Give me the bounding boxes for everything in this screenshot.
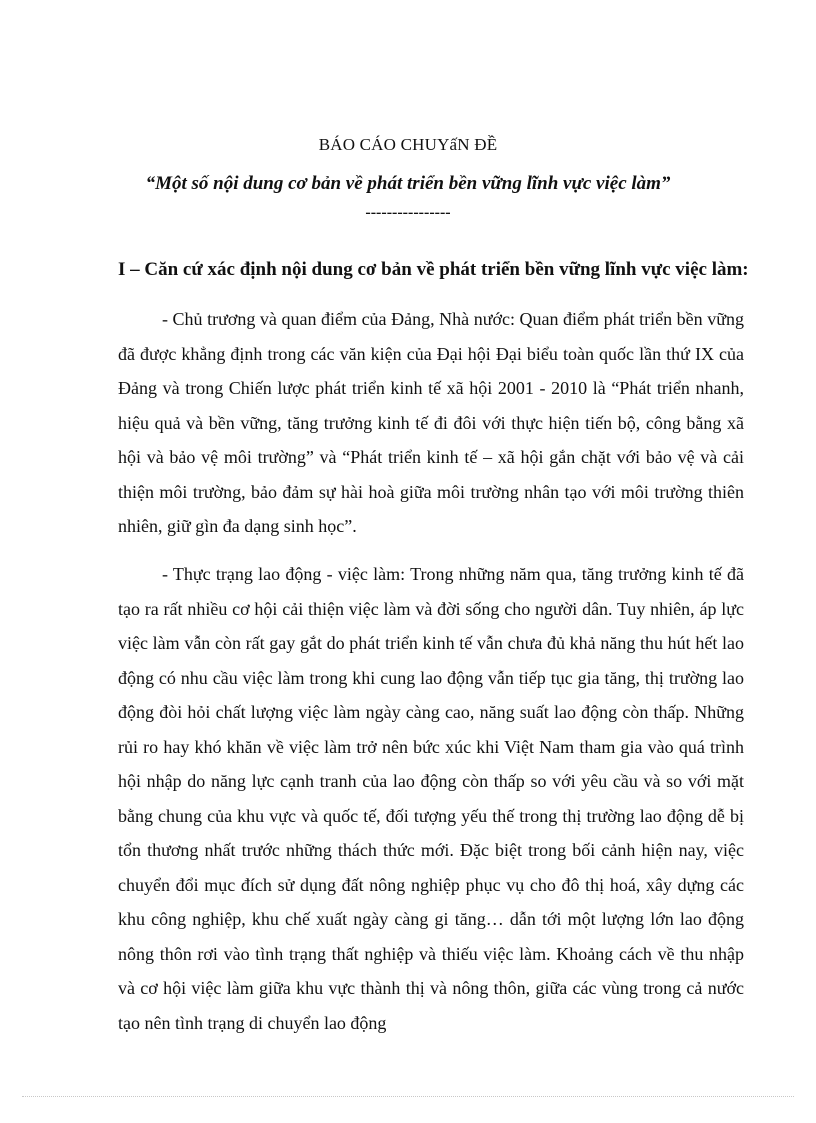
paragraph-labor-situation: - Thực trạng lao động - việc làm: Trong những năm qua, tăng trưởng kinh tế đã tạo ra rất nhiều cơ hội cải thiện việc làm và đời sống cho người dân. Tuy nhiên, áp lực việc làm vẫn còn rất gay gắt do phát triển kinh tế vẫn chưa đủ khả năng thu hút hết lao động có nhu cầu việc làm trong khi cung lao động vẫn tiếp tục gia tăng, thị trường lao động đòi hỏi chất lượng việc làm ngày càng cao, năng suất lao động còn thấp. Những rủi ro hay khó khăn về việc làm trở nên bức xúc khi Việt Nam tham gia vào quá trình hội nhập do năng lực cạnh tranh của lao động còn thấp so với yêu cầu và so với mặt bằng chung của khu vực và quốc tế, đối tượng yếu thế trong thị trường lao động dễ bị tổn thương nhất trước những thách thức mới. Đặc biệt trong bối cảnh hiện nay, việc chuyển đổi mục đích sử dụng đất nông nghiệp phục vụ cho đô thị hoá, xây dựng các khu công nghiệp, khu chế xuất ngày càng gi tăng… dẫn tới một lượng lớn lao động nông thôn rơi vào tình trạng thất nghiệp và thiếu việc làm. Khoảng cách về thu nhập và cơ hội việc làm giữa khu vực thành thị và nông thôn, giữa các vùng trong cả nước tạo nên tình trạng di chuyển lao động bbox=[118, 564, 744, 1033]
page-bottom-rule bbox=[22, 1096, 794, 1097]
paragraph-policy: - Chủ trương và quan điểm của Đảng, Nhà nước: Quan điểm phát triển bền vững đã được khẳng định trong các văn kiện của Đại hội Đại biểu toàn quốc lần thứ IX của Đảng và trong Chiến lược phát triển kinh tế xã hội 2001 - 2010 là “Phát triển nhanh, hiệu quả và bền vững, tăng trưởng kinh tế đi đôi với thực hiện tiến bộ, công bằng xã hội và bảo vệ môi trường” và “Phát triển kinh tế – xã hội gắn chặt với bảo vệ và cải thiện môi trường, bảo đảm sự hài hoà giữa môi trường nhân tạo với môi trường thiên nhiên, giữ gìn đa dạng sinh học”. bbox=[118, 309, 744, 536]
document-subtitle: “Một số nội dung cơ bản về phát triển bền vững lĩnh vực việc làm” bbox=[145, 173, 671, 194]
section-heading: I – Căn cứ xác định nội dung cơ bản về phát triển bền vững lĩnh vực việc làm: bbox=[118, 259, 749, 280]
document-title: BÁO CÁO CHUYấN ĐỀ bbox=[318, 135, 498, 154]
title-divider: ---------------- bbox=[365, 204, 451, 221]
